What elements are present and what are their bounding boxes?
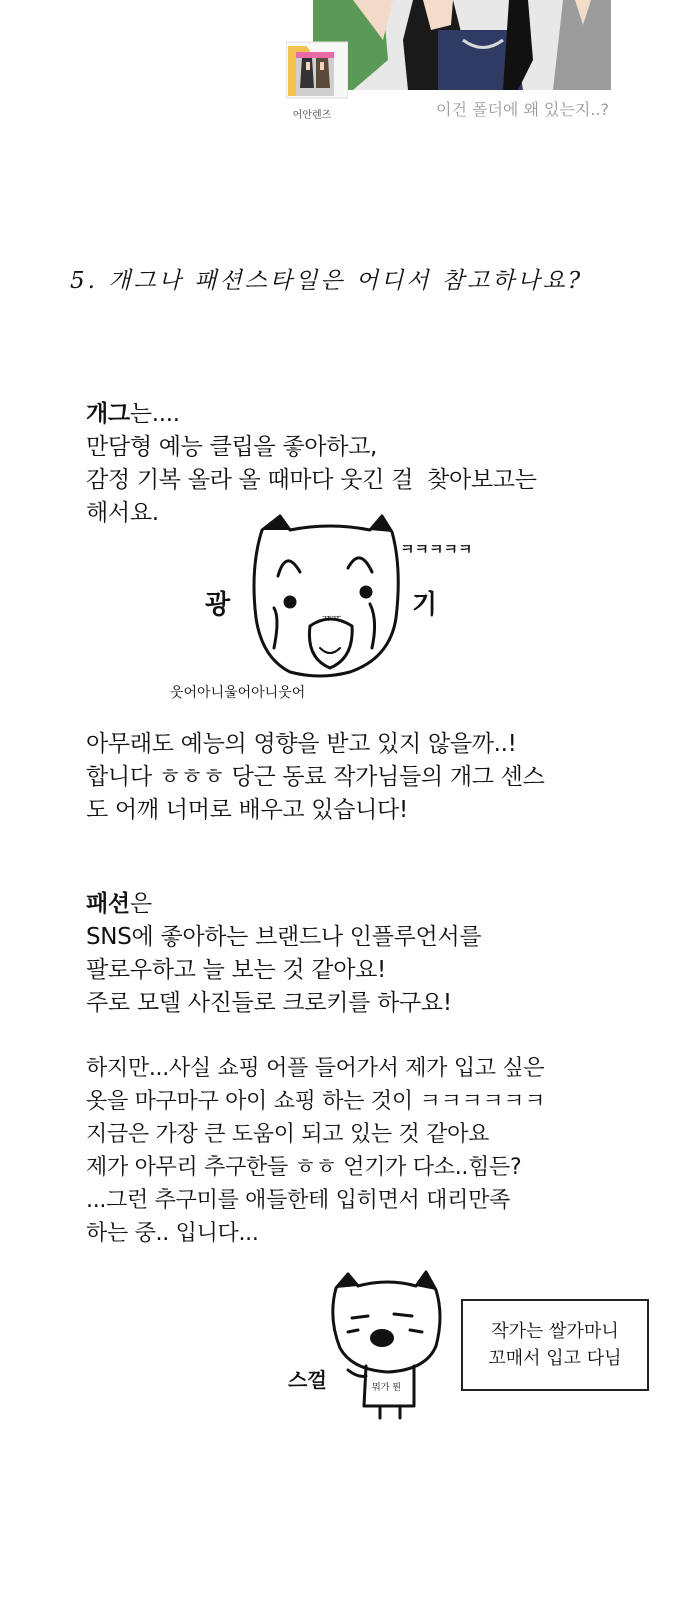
gag-title-bold: 개그 (86, 401, 130, 427)
paragraph-line: 주로 모델 사진들로 크로키를 하구요! (86, 990, 452, 1016)
cat-small-mark: ㅠㅠ (322, 614, 342, 625)
paragraph-line: 지금은 가장 큰 도움이 되고 있는 것 같아요 (86, 1122, 490, 1147)
paragraph-line: SNS에 좋아하는 브랜드나 인플루언서를 (86, 924, 482, 950)
gag-title-rest: 는.... (129, 401, 180, 427)
cat-caption: 웃어아니울어아니웃어 (170, 685, 306, 701)
shrug-sfx: 스껄 (288, 1368, 327, 1392)
cat-right-character: 기 (412, 590, 438, 620)
gag-paragraph-2 (86, 728, 646, 827)
fashion-title-line (86, 888, 646, 921)
shirt-text: 뭐가 뭔 (372, 1383, 401, 1393)
gag-title-line (86, 398, 646, 431)
fashion-title-rest: 은 (129, 891, 152, 917)
paragraph-line: 제가 아무리 추구한들 ㅎㅎ 얻기가 다소..힘든? (86, 1155, 522, 1180)
fashion-paragraph (86, 888, 646, 1020)
cat-left-character: 광 (205, 590, 231, 620)
fashion-title-bold: 패션 (86, 891, 130, 917)
note-line: 꼬매서 입고 다님 (488, 1348, 622, 1369)
folder-icon[interactable] (286, 36, 348, 100)
paragraph-line: 해서요. (86, 500, 159, 526)
paragraph-line: 아무래도 예능의 영향을 받고 있지 않을까..! (86, 731, 517, 757)
paragraph-line: 옷을 마구마구 아이 쇼핑 하는 것이 ㅋㅋㅋㅋㅋㅋ (86, 1089, 546, 1114)
paragraph-line: ...그런 추구미를 애들한테 입히면서 대리만족 (86, 1188, 510, 1213)
paragraph-line: 만담형 예능 클립을 좋아하고, (86, 434, 378, 460)
folder-label: 어안렌즈 (292, 110, 332, 121)
shrug-cat-drawing (318, 1266, 448, 1422)
paragraph-line: 합니다 ㅎㅎㅎ 당근 동료 작가님들의 개그 센스 (86, 764, 545, 790)
paragraph-line: 팔로우하고 늘 보는 것 같아요! (86, 957, 386, 983)
note-line: 작가는 쌀가마니 (491, 1321, 619, 1342)
fashion-paragraph-2 (86, 1052, 646, 1250)
note-box (461, 1299, 649, 1391)
top-illustration (313, 0, 611, 90)
paragraph-line: 감정 기복 올라 올 때마다 웃긴 걸 찾아보고는 (86, 467, 537, 493)
paragraph-line: 도 어깨 너머로 배우고 있습니다! (86, 797, 408, 823)
paragraph-line: 하는 중.. 입니다... (86, 1221, 259, 1246)
image-caption: 이건 폴더에 왜 있는지..? (436, 100, 610, 119)
paragraph-line: 하지만...사실 쇼핑 어플 들어가서 제가 입고 싶은 (86, 1056, 545, 1081)
laugh-sfx: ㅋㅋㅋㅋㅋ (400, 540, 473, 558)
question-heading: 5. 개그나 패션스타일은 어디서 참고하나요? (70, 268, 584, 294)
